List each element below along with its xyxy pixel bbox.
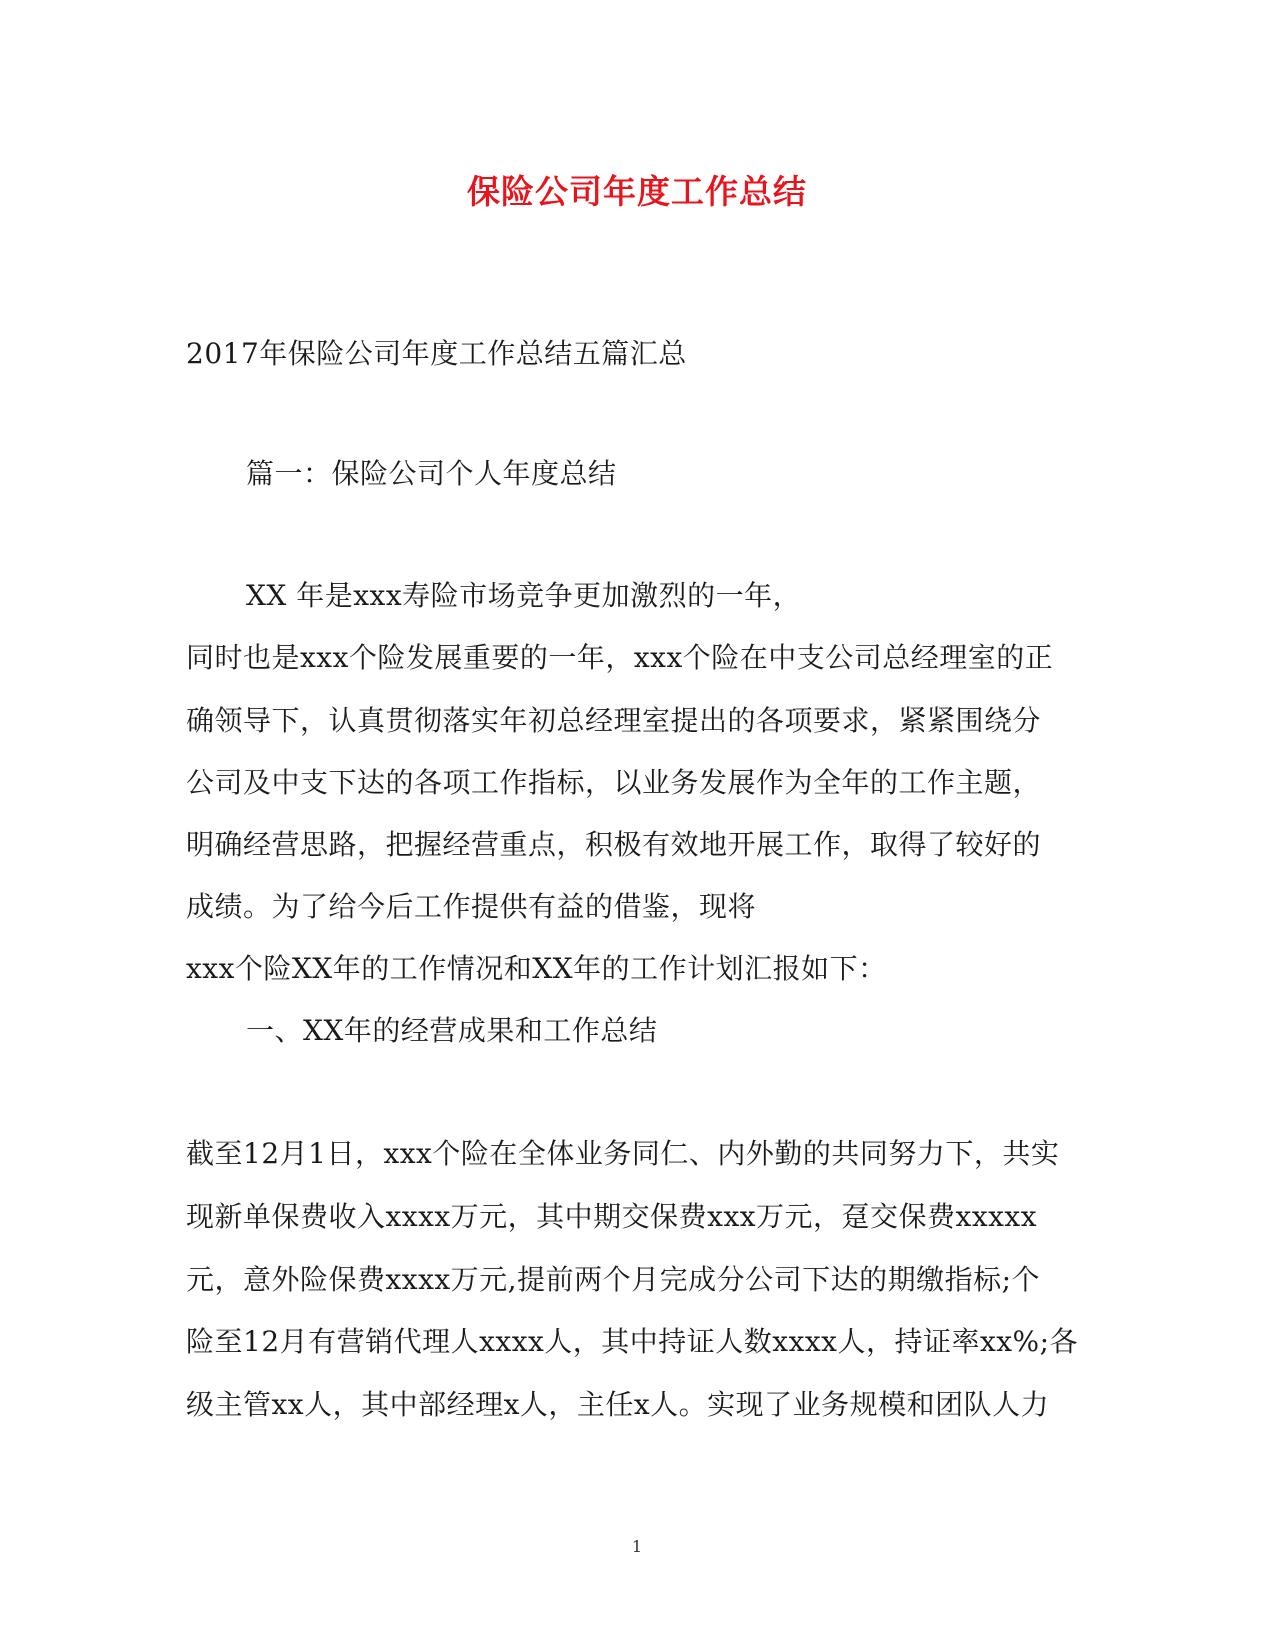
page-number: 1 xyxy=(631,1537,643,1556)
document-title: 保险公司年度工作总结 xyxy=(467,172,807,211)
document-subtitle: 2017年保险公司年度工作总结五篇汇总 xyxy=(186,337,687,370)
section-heading: 一、XX年的经营成果和工作总结 xyxy=(246,1014,658,1047)
paragraph1-line-1: XX 年是xxx寿险市场竞争更加激烈的一年， xyxy=(246,579,802,612)
paragraph2-line-5: 级主管xx人，其中部经理x人，主任x人。实现了业务规模和团队人力 xyxy=(186,1388,1050,1421)
paragraph1-line-5: 明确经营思路，把握经营重点，积极有效地开展工作，取得了较好的 xyxy=(186,828,1042,861)
paragraph2-line-1: 截至12月1日，xxx个险在全体业务同仁、内外勤的共同努力下，共实 xyxy=(186,1137,1060,1170)
chapter-heading: 篇一：保险公司个人年度总结 xyxy=(246,457,617,490)
paragraph1-line-6: 成绩。为了给今后工作提供有益的借鉴，现将 xyxy=(186,890,757,923)
paragraph2-line-4: 险至12月有营销代理人xxxx人，其中持证人数xxxx人，持证率xx%;各 xyxy=(186,1325,1079,1358)
paragraph1-line-4: 公司及中支下达的各项工作指标，以业务发展作为全年的工作主题， xyxy=(186,766,1042,799)
paragraph1-line-7: xxx个险XX年的工作情况和XX年的工作计划汇报如下： xyxy=(186,952,887,985)
paragraph1-line-2: 同时也是xxx个险发展重要的一年，xxx个险在中支公司总经理室的正 xyxy=(186,641,1054,674)
paragraph2-line-2: 现新单保费收入xxxx万元，其中期交保费xxx万元，趸交保费xxxxx xyxy=(186,1200,1037,1233)
paragraph1-line-3: 确领导下，认真贯彻落实年初总经理室提出的各项要求，紧紧围绕分 xyxy=(186,704,1042,737)
paragraph2-line-3: 元，意外险保费xxxx万元,提前两个月完成分公司下达的期缴指标;个 xyxy=(186,1263,1041,1296)
